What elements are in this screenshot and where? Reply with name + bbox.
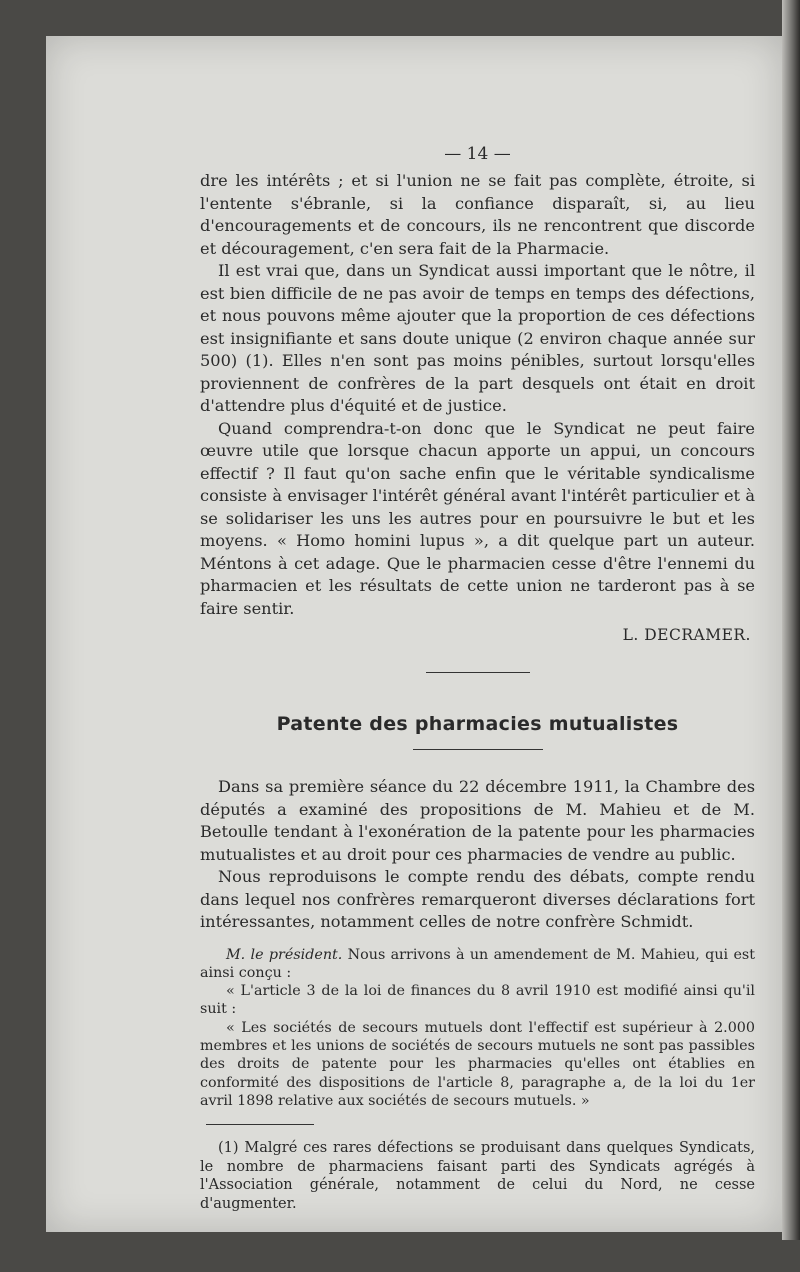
footnote-divider: [206, 1124, 314, 1125]
title-underline: [413, 749, 543, 750]
section-paragraph-2: Nous reproduisons le compte rendu des débats, compte rendu dans lequel nos confrères remarqueront diverses déclarations fort intéressantes, notamment celles de notre confrère Schmidt.: [200, 867, 755, 931]
section-divider: [426, 672, 530, 673]
debate-intro-text: Nous arrivons à un amendement de M. Mahieu, qui est ainsi conçu :: [200, 946, 755, 981]
page-edge: [782, 0, 800, 1240]
page-number: — 14 —: [444, 144, 511, 164]
debate-excerpt: [200, 946, 755, 1111]
article-paragraph-2: Il est vrai que, dans un Syndicat aussi important que le nôtre, il est bien difficile de ne pas avoir de temps en temps des défections, et nous pouvons même ajouter que la proportion de ces défections est insignifiante et sans doute unique (2 environ chaque année sur 500) (1). Elles n'en sont pas moins pénibles, surtout lorsqu'elles proviennent de confrères de la part desquels ont était en droit d'attendre plus d'équité et de justice.: [200, 261, 755, 415]
author-signature: L. DECRAMER.: [622, 626, 751, 644]
amendment-line-1: « L'article 3 de la loi de finances du 8 avril 1910 est modifié ainsi qu'il suit :: [200, 983, 755, 1018]
section-title: Patente des pharmacies mutualistes: [276, 713, 679, 735]
article-paragraph-1: dre les intérêts ; et si l'union ne se fait pas complète, étroite, si l'entente s'ébranle, si la confiance disparaît, si, au lieu d'encouragements et de concours, ils ne rencontrent que discorde et découragement, c'en sera fait de la Pharmacie.: [200, 171, 755, 258]
section-paragraph-1: Dans sa première séance du 22 décembre 1911, la Chambre des députés a examiné des propositions de M. Mahieu et de M. Betoulle tendant à l'exonération de la patente pour les pharmacies mutualistes et au droit pour ces pharmacies de vendre au public.: [200, 777, 755, 864]
speaker-label: M. le président.: [226, 946, 343, 963]
amendment-line-2: « Les sociétés de secours mutuels dont l'effectif est supérieur à 2.000 membres et les unions de sociétés de secours mutuels ne sont pas passibles des droits de patente pour les pharmacies qu'elles ont établies en conformité des dispositions de l'article 8, paragraphe a, de la loi du 1er avril 1898 relative aux sociétés de secours mutuels. »: [200, 1019, 755, 1109]
page-content: [200, 140, 755, 1213]
article-paragraph-3: Quand comprendra-t-on donc que le Syndicat ne peut faire œuvre utile que lorsque chacun apporte un appui, un concours effectif ? Il faut qu'on sache enfin que le véritable syndicalisme consiste à envisager l'intérêt général avant l'intérêt particulier et à se solidariser les uns les autres pour en poursuivre le but et les moyens. « Homo homini lupus », a dit quelque part un auteur. Méntons à cet adage. Que le pharmacien cesse d'être l'ennemi du pharmacien et les résultats de cette union ne tarderont pas à se faire sentir.: [200, 418, 755, 618]
footnote: (1) Malgré ces rares défections se produisant dans quelques Syndicats, le nombre de pharmaciens faisant parti des Syndicats agrégés à l'Association générale, notamment de celui du Nord, ne cesse d'augmenter.: [200, 1140, 755, 1212]
debate-intro: [200, 946, 755, 983]
